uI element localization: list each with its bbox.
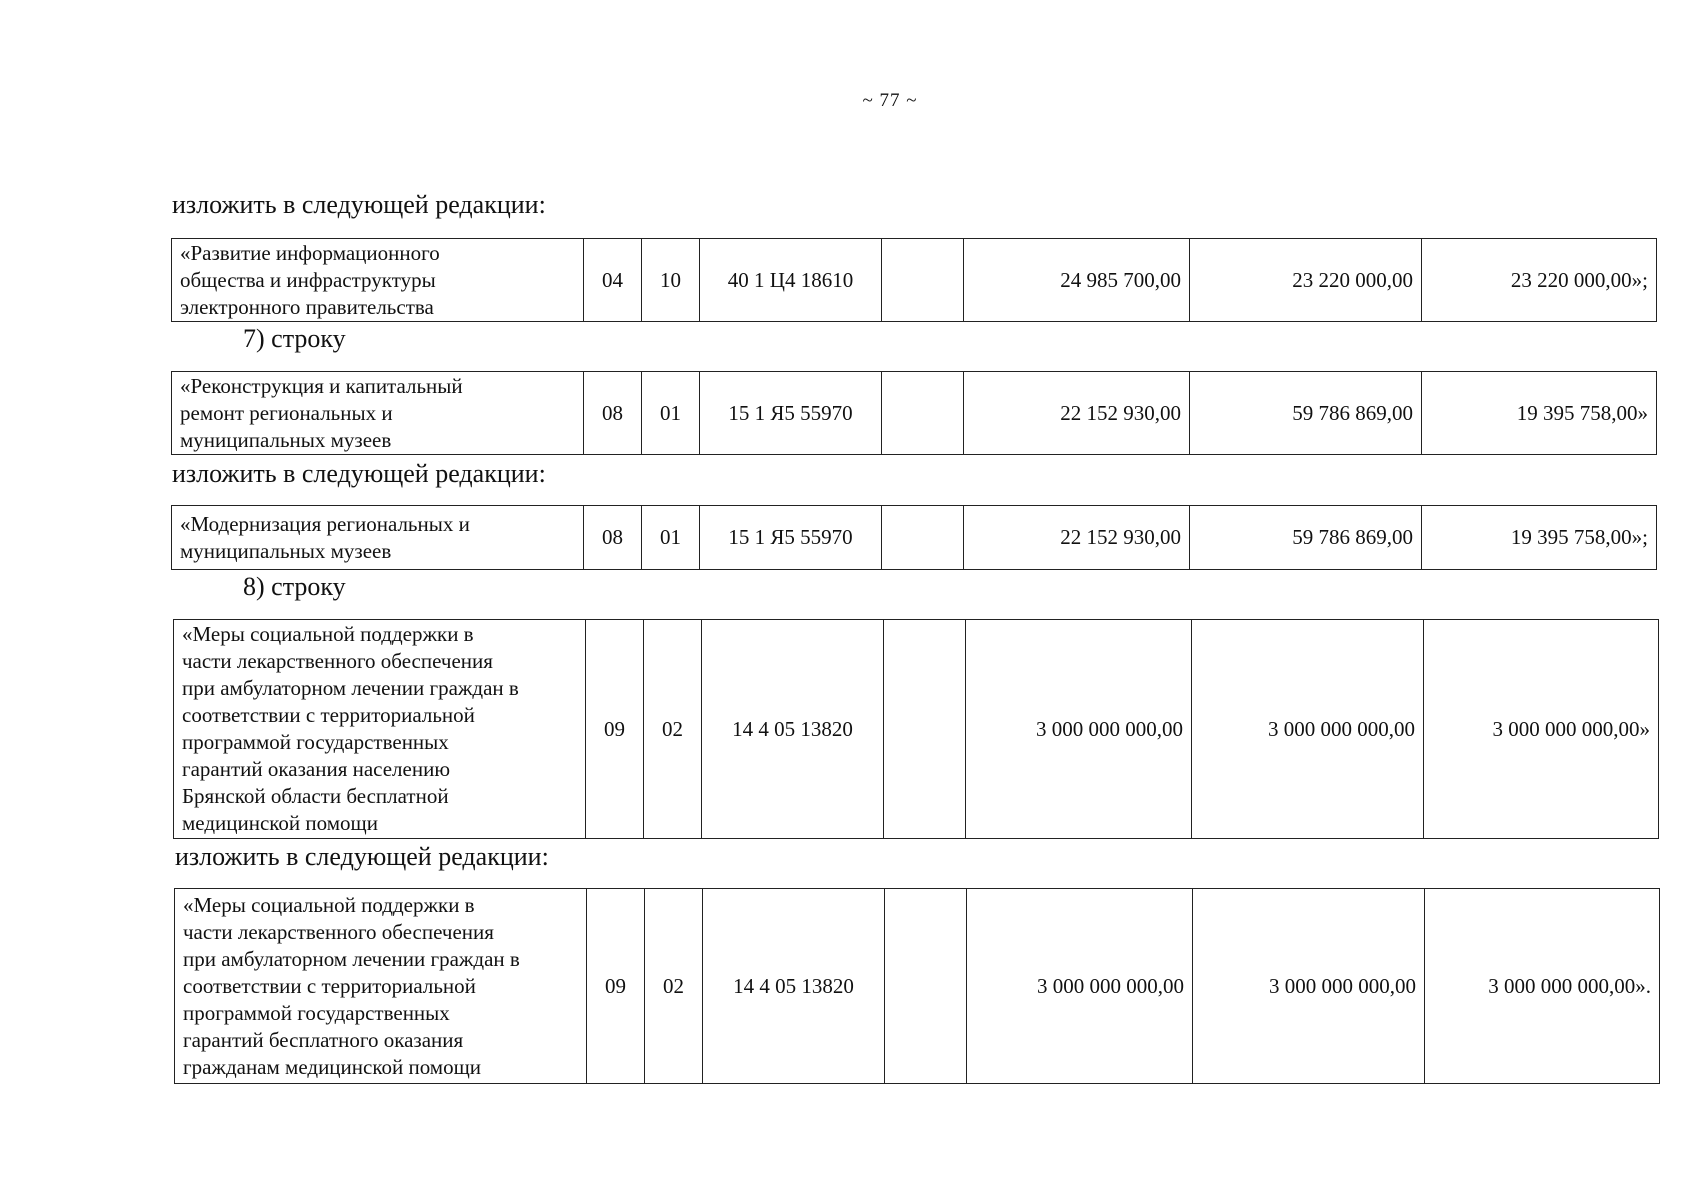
amount-year3-cell: 19 395 758,00» bbox=[1422, 372, 1657, 455]
amount-year2-cell: 59 786 869,00 bbox=[1190, 506, 1422, 570]
row-name-line: «Меры социальной поддержки в bbox=[183, 892, 475, 917]
row-name-cell bbox=[172, 239, 584, 322]
target-code-cell: 14 4 05 13820 bbox=[703, 889, 885, 1084]
expense-kind-cell bbox=[884, 620, 966, 839]
budget-row-table bbox=[171, 505, 1657, 570]
row-name-line: «Модернизация региональных и bbox=[180, 511, 470, 536]
row-name-line: соответствии с территориальной bbox=[183, 973, 476, 998]
row-name-line: при амбулаторном лечении граждан в bbox=[183, 946, 520, 971]
row-name-line: «Развитие информационного bbox=[180, 240, 440, 265]
row-name-cell bbox=[172, 506, 584, 570]
amount-year1-cell: 22 152 930,00 bbox=[964, 372, 1190, 455]
amount-year2-cell: 3 000 000 000,00 bbox=[1192, 620, 1424, 839]
section-cell: 09 bbox=[587, 889, 645, 1084]
subsection-cell: 02 bbox=[644, 620, 702, 839]
amount-year3-cell: 3 000 000 000,00» bbox=[1424, 620, 1659, 839]
amount-year2-cell: 23 220 000,00 bbox=[1190, 239, 1422, 322]
amount-year2-cell: 59 786 869,00 bbox=[1190, 372, 1422, 455]
subsection-cell: 02 bbox=[645, 889, 703, 1084]
table-row bbox=[172, 239, 1657, 322]
amount-year1-cell: 3 000 000 000,00 bbox=[966, 620, 1192, 839]
row-name-line: гражданам медицинской помощи bbox=[183, 1054, 481, 1079]
row-name-cell bbox=[175, 889, 587, 1084]
row-name-line: ремонт региональных и bbox=[180, 400, 393, 425]
subsection-cell: 10 bbox=[642, 239, 700, 322]
amount-year3-cell: 23 220 000,00»; bbox=[1422, 239, 1657, 322]
amount-year3-cell: 19 395 758,00»; bbox=[1422, 506, 1657, 570]
subsection-cell: 01 bbox=[642, 506, 700, 570]
table-row bbox=[172, 372, 1657, 455]
row-name-line: программой государственных bbox=[182, 730, 449, 754]
instruction-line-7: 7) строку bbox=[243, 324, 346, 353]
page-number: ~ 77 ~ bbox=[862, 90, 918, 111]
target-code-cell: 40 1 Ц4 18610 bbox=[700, 239, 882, 322]
row-name-line: Брянской области бесплатной bbox=[182, 784, 449, 808]
section-cell: 08 bbox=[584, 506, 642, 570]
instruction-replace-2: изложить в следующей редакции: bbox=[172, 459, 546, 488]
target-code-cell: 14 4 05 13820 bbox=[702, 620, 884, 839]
table-row bbox=[172, 506, 1657, 570]
instruction-replace-1: изложить в следующей редакции: bbox=[172, 190, 546, 219]
subsection-cell: 01 bbox=[642, 372, 700, 455]
budget-row-table bbox=[174, 888, 1660, 1084]
target-code-cell: 15 1 Я5 55970 bbox=[700, 372, 882, 455]
amount-year2-cell: 3 000 000 000,00 bbox=[1193, 889, 1425, 1084]
row-name-line: части лекарственного обеспечения bbox=[182, 649, 493, 673]
section-cell: 08 bbox=[584, 372, 642, 455]
expense-kind-cell bbox=[885, 889, 967, 1084]
target-code-cell: 15 1 Я5 55970 bbox=[700, 506, 882, 570]
expense-kind-cell bbox=[882, 372, 964, 455]
row-name-line: электронного правительства bbox=[180, 294, 434, 319]
table-row bbox=[175, 889, 1660, 1084]
budget-row-table bbox=[173, 619, 1659, 839]
row-name-line: гарантий бесплатного оказания bbox=[183, 1027, 464, 1052]
budget-row-table bbox=[171, 238, 1657, 322]
row-name-line: медицинской помощи bbox=[182, 811, 378, 835]
instruction-replace-3: изложить в следующей редакции: bbox=[175, 842, 549, 871]
row-name-cell bbox=[174, 620, 586, 839]
row-name-line: муниципальных музеев bbox=[180, 427, 392, 452]
row-name-line: гарантий оказания населению bbox=[182, 757, 451, 781]
table-row bbox=[174, 620, 1659, 839]
budget-row-table bbox=[171, 371, 1657, 455]
row-name-cell bbox=[172, 372, 584, 455]
instruction-line-8: 8) строку bbox=[243, 572, 346, 601]
expense-kind-cell bbox=[882, 506, 964, 570]
row-name-line: при амбулаторном лечении граждан в bbox=[182, 676, 519, 700]
amount-year3-cell: 3 000 000 000,00». bbox=[1425, 889, 1660, 1084]
row-name-line: общества и инфраструктуры bbox=[180, 267, 436, 292]
row-name-line: «Меры социальной поддержки в bbox=[182, 622, 474, 646]
section-cell: 09 bbox=[586, 620, 644, 839]
amount-year1-cell: 24 985 700,00 bbox=[964, 239, 1190, 322]
row-name-line: части лекарственного обеспечения bbox=[183, 919, 494, 944]
row-name-line: муниципальных музеев bbox=[180, 538, 392, 563]
row-name-line: программой государственных bbox=[183, 1000, 450, 1025]
amount-year1-cell: 22 152 930,00 bbox=[964, 506, 1190, 570]
amount-year1-cell: 3 000 000 000,00 bbox=[967, 889, 1193, 1084]
row-name-line: соответствии с территориальной bbox=[182, 703, 475, 727]
expense-kind-cell bbox=[882, 239, 964, 322]
row-name-line: «Реконструкция и капитальный bbox=[180, 373, 463, 398]
section-cell: 04 bbox=[584, 239, 642, 322]
